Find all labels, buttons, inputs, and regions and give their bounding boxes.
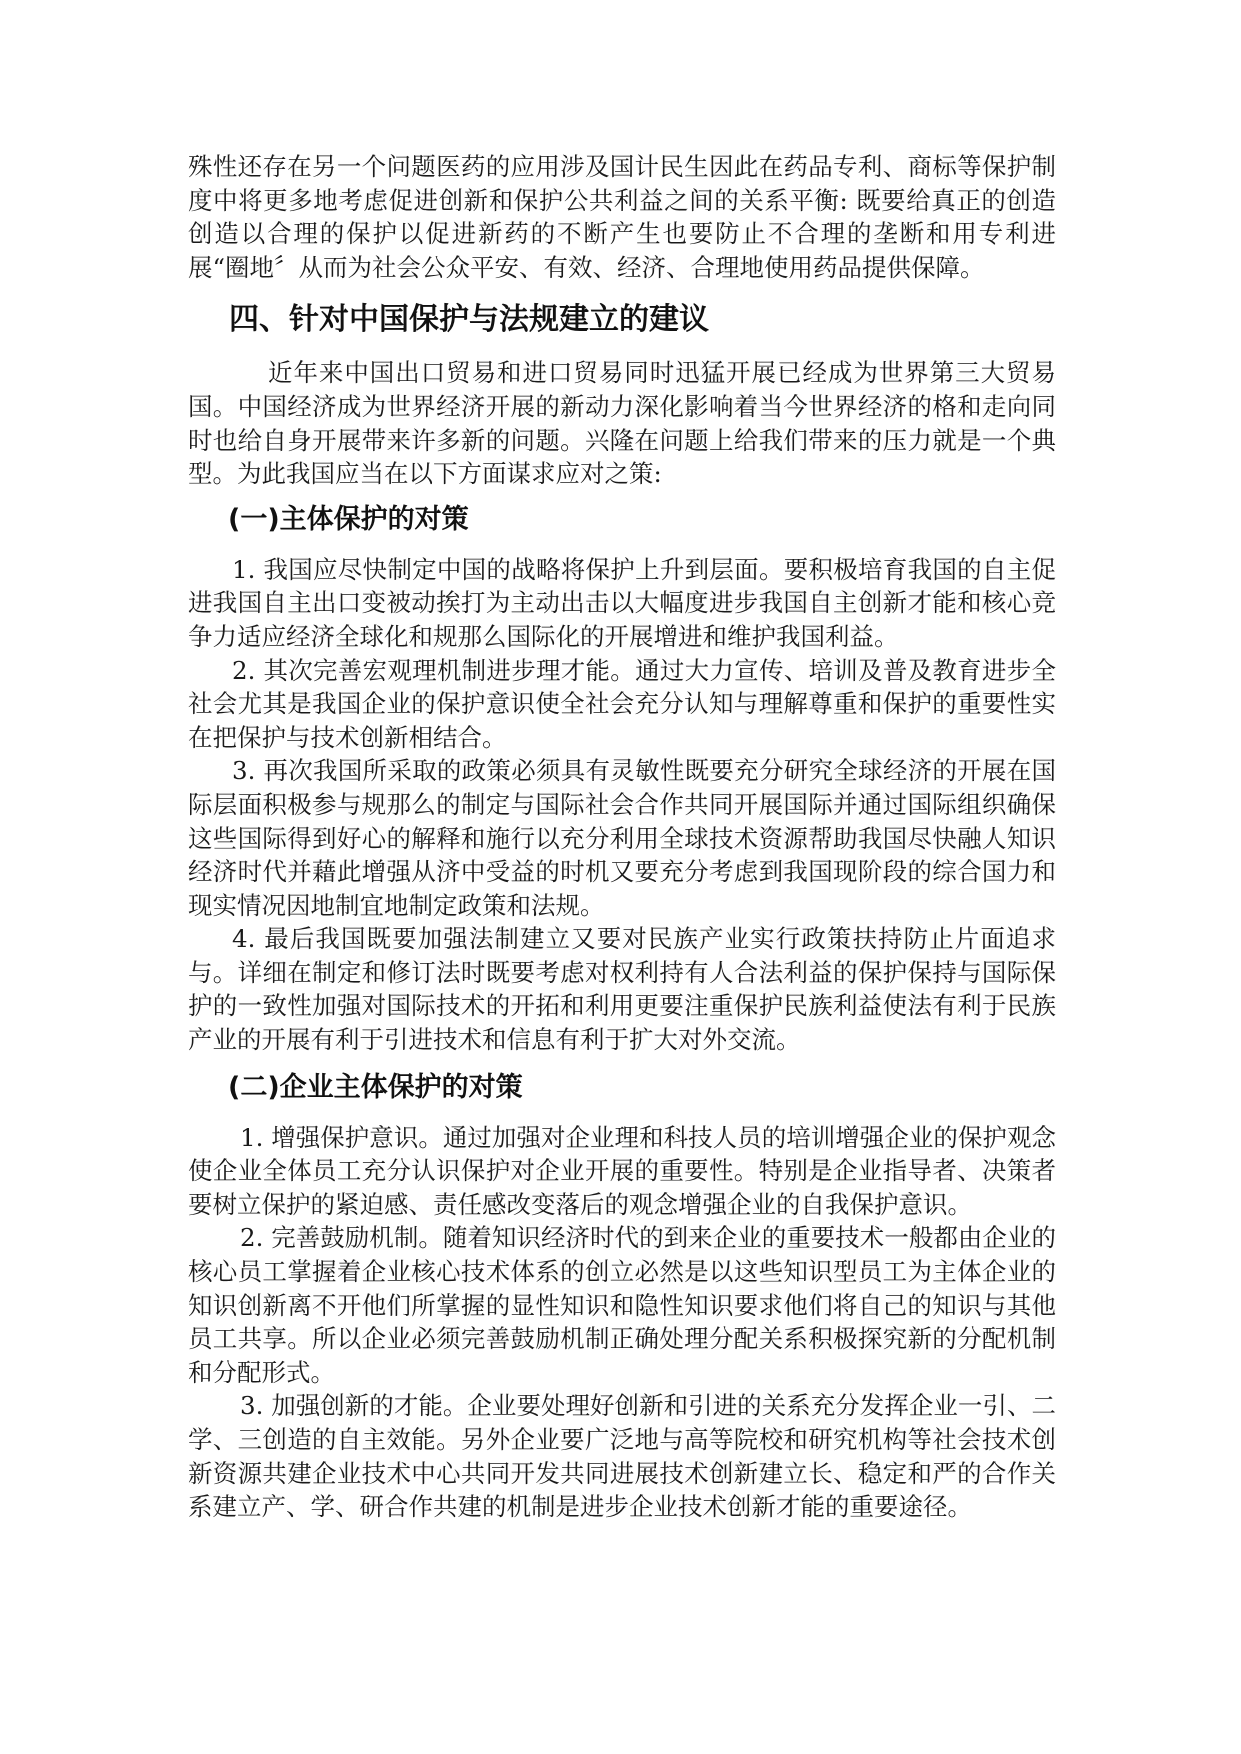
section-intro-paragraph: 近年来中国出口贸易和进口贸易同时迅猛开展已经成为世界第三大贸易国。中国经济成为世界经济开展的新动力深化影响着当今世界经济的格和走向同时也给自身开展带来许多新的问题。兴隆在问题上给我们带来的压力就是一个典型。为此我国应当在以下方面谋求应对之策: xyxy=(188,358,1056,489)
list-item: 3. 加强创新的才能。企业要处理好创新和引进的关系充分发挥企业一引、二学、三创造的自主效能。另外企业要广泛地与高等院校和研究机构等社会技术创新资源共建企业技术中心共同开发共同进展技术创新建立长、稳定和严的合作关系建立产、学、研合作共建的机制是进步企业技术创新才能的重要途径。 xyxy=(188,1391,1056,1522)
list-item: 1. 增强保护意识。通过加强对企业理和科技人员的培训增强企业的保护观念使企业全体员工充分认识保护对企业开展的重要性。特别是企业指导者、决策者要树立保护的紧迫感、责任感改变落后的观念增强企业的自我保护意识。 xyxy=(188,1122,1056,1219)
list-item: 1. 我国应尽快制定中国的战略将保护上升到层面。要积极培育我国的自主促进我国自主出口变被动挨打为主动出击以大幅度进步我国自主创新才能和核心竞争力适应经济全球化和规那么国际化的开展增进和维护我国利益。 xyxy=(188,554,1056,651)
list-item: 2. 其次完善宏观理机制进步理才能。通过大力宣传、培训及普及教育进步全社会尤其是我国企业的保护意识使全社会充分认知与理解尊重和保护的重要性实在把保护与技术创新相结合。 xyxy=(188,655,1056,752)
list-item: 2. 完善鼓励机制。随着知识经济时代的到来企业的重要技术一般都由企业的核心员工掌握着企业核心技术体系的创立必然是以这些知识型员工为主体企业的知识创新离不开他们所掌握的显性知识和隐性知识要求他们将自己的知识与其他员工共享。所以企业必须完善鼓励机制正确处理分配关系积极探究新的分配机制和分配形式。 xyxy=(188,1223,1056,1387)
subsection-heading-2: (二)企业主体保护的对策 xyxy=(228,1071,523,1103)
list-item: 3. 再次我国所采取的政策必须具有灵敏性既要充分研究全球经济的开展在国际层面积极参与规那么的制定与国际社会合作共同开展国际并通过国际组织确保这些国际得到好心的解释和施行以充分利用全球技术资源帮助我国尽快融人知识经济时代并藉此增强从济中受益的时机又要充分考虑到我国现阶段的综合国力和现实情况因地制宜地制定政策和法规。 xyxy=(188,756,1056,920)
list-item: 4. 最后我国既要加强法制建立又要对民族产业实行政策扶持防止片面追求与。详细在制定和修订法时既要考虑对权利持有人合法利益的保护保持与国际保护的一致性加强对国际技术的开拓和利用更要注重保护民族利益使法有利于民族产业的开展有利于引进技术和信息有利于扩大对外交流。 xyxy=(188,924,1056,1055)
section-heading-4: 四、针对中国保护与法规建立的建议 xyxy=(229,302,709,338)
document-body xyxy=(188,150,1056,1524)
subsection-heading-1: (一)主体保护的对策 xyxy=(228,503,469,535)
continuation-paragraph: 殊性还存在另一个问题医药的应用涉及国计民生因此在药品专利、商标等保护制度中将更多地考虑促进创新和保护公共利益之间的关系平衡: 既要给真正的创造创造以合理的保护以促进新药的不断产生也要防止不合理的垄断和用专利进展“圈地〞从而为社会公众平安、有效、经济、合理地使用药品提供保障。 xyxy=(188,152,1056,282)
